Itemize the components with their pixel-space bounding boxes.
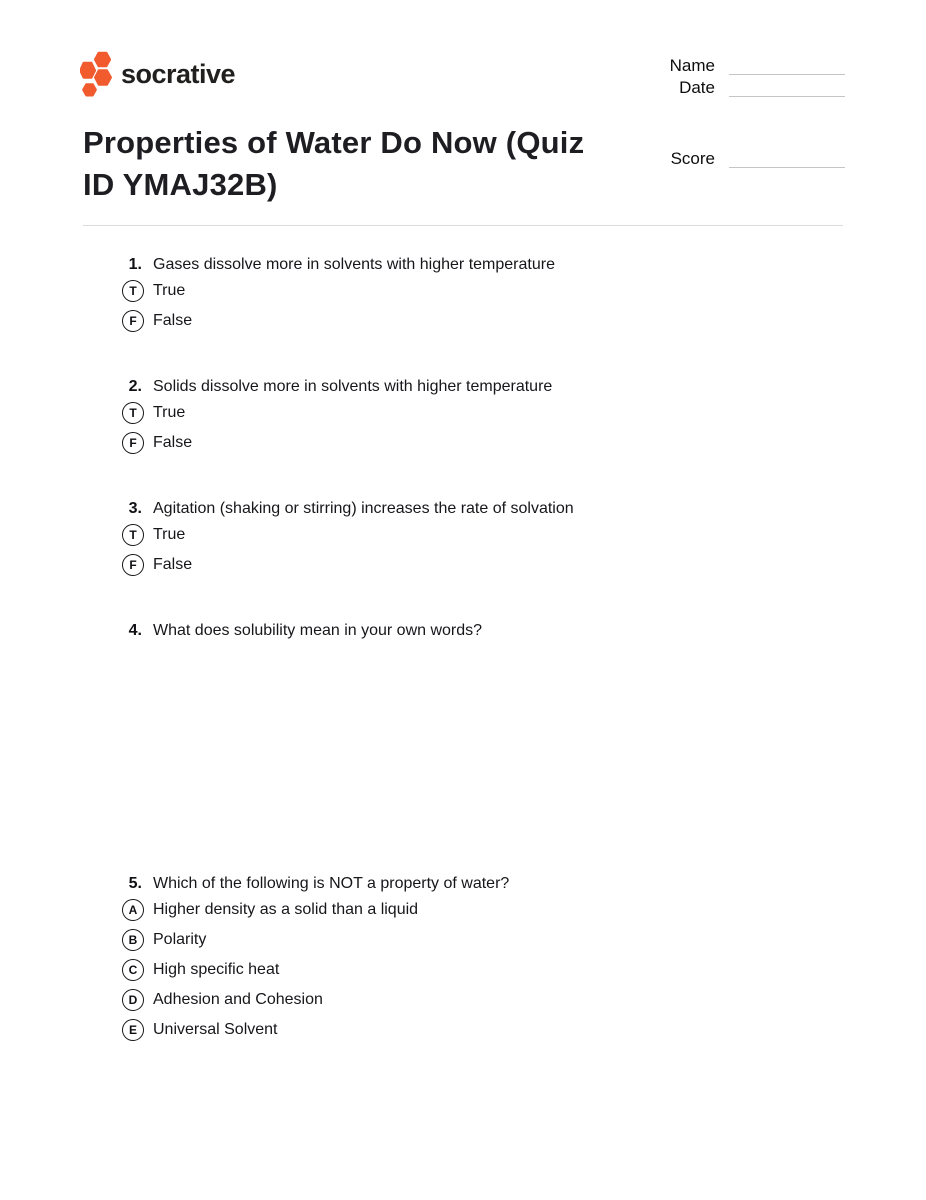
option-label: True: [153, 526, 186, 543]
option-label: False: [153, 556, 193, 573]
option-label: Universal Solvent: [153, 1021, 278, 1038]
question-block-2: [120, 376, 840, 454]
question-list: [120, 254, 840, 1041]
option-row: [122, 899, 840, 921]
option-row: [122, 402, 840, 424]
header-divider: [83, 225, 843, 226]
score-label: Score: [670, 149, 715, 168]
question-head: [120, 498, 840, 520]
option-bubble-false: F: [122, 432, 144, 454]
quiz-title: Properties of Water Do Now (Quiz ID YMAJ32B): [83, 125, 585, 202]
option-row: [122, 524, 840, 546]
option-bubble-b: B: [122, 929, 144, 951]
question-text: Agitation (shaking or stirring) increases the rate of solvation: [153, 500, 574, 517]
socrative-logo: [80, 51, 235, 97]
question-text: Gases dissolve more in solvents with higher temperature: [153, 256, 555, 273]
option-bubble-true: T: [122, 524, 144, 546]
date-label: Date: [679, 78, 715, 97]
option-label: High specific heat: [153, 961, 280, 978]
question-number: 1.: [128, 256, 142, 273]
name-label: Name: [669, 56, 715, 75]
question-text: Solids dissolve more in solvents with higher temperature: [153, 378, 553, 395]
option-row: [122, 959, 840, 981]
date-field-row: [670, 79, 845, 97]
option-bubble-c: C: [122, 959, 144, 981]
option-row: [122, 310, 840, 332]
question-block-5: [120, 873, 840, 1041]
question-text: What does solubility mean in your own words?: [153, 622, 483, 639]
option-label: Adhesion and Cohesion: [153, 991, 323, 1008]
option-label: False: [153, 434, 193, 451]
question-head: [120, 376, 840, 398]
name-field-row: [670, 57, 845, 75]
socrative-hexagons-icon: [80, 51, 112, 97]
question-number: 5.: [128, 875, 142, 892]
option-bubble-a: A: [122, 899, 144, 921]
brand-wordmark: socrative: [121, 59, 236, 89]
score-write-line: [729, 152, 845, 168]
option-bubble-true: T: [122, 402, 144, 424]
option-label: True: [153, 404, 186, 421]
date-write-line: [729, 81, 845, 97]
question-number: 2.: [128, 378, 142, 395]
option-row: [122, 989, 840, 1011]
question-head: [120, 620, 840, 642]
option-row: [122, 554, 840, 576]
question-head: [120, 873, 840, 895]
option-bubble-false: F: [122, 310, 144, 332]
option-bubble-d: D: [122, 989, 144, 1011]
option-row: [122, 1019, 840, 1041]
score-field-row: [670, 150, 845, 168]
option-row: [122, 432, 840, 454]
question-block-3: [120, 498, 840, 576]
option-bubble-e: E: [122, 1019, 144, 1041]
option-label: Polarity: [153, 931, 207, 948]
name-write-line: [729, 59, 845, 75]
question-text: Which of the following is NOT a property of water?: [153, 875, 510, 892]
option-bubble-false: F: [122, 554, 144, 576]
question-number: 4.: [128, 622, 142, 639]
option-bubble-true: T: [122, 280, 144, 302]
header-fields: [670, 57, 845, 168]
question-number: 3.: [128, 500, 142, 517]
option-label: False: [153, 312, 193, 329]
option-label: Higher density as a solid than a liquid: [153, 901, 419, 918]
option-row: [122, 280, 840, 302]
option-row: [122, 929, 840, 951]
question-block-1: [120, 254, 840, 332]
question-head: [120, 254, 840, 276]
question-block-4: [120, 620, 840, 642]
option-label: True: [153, 282, 186, 299]
